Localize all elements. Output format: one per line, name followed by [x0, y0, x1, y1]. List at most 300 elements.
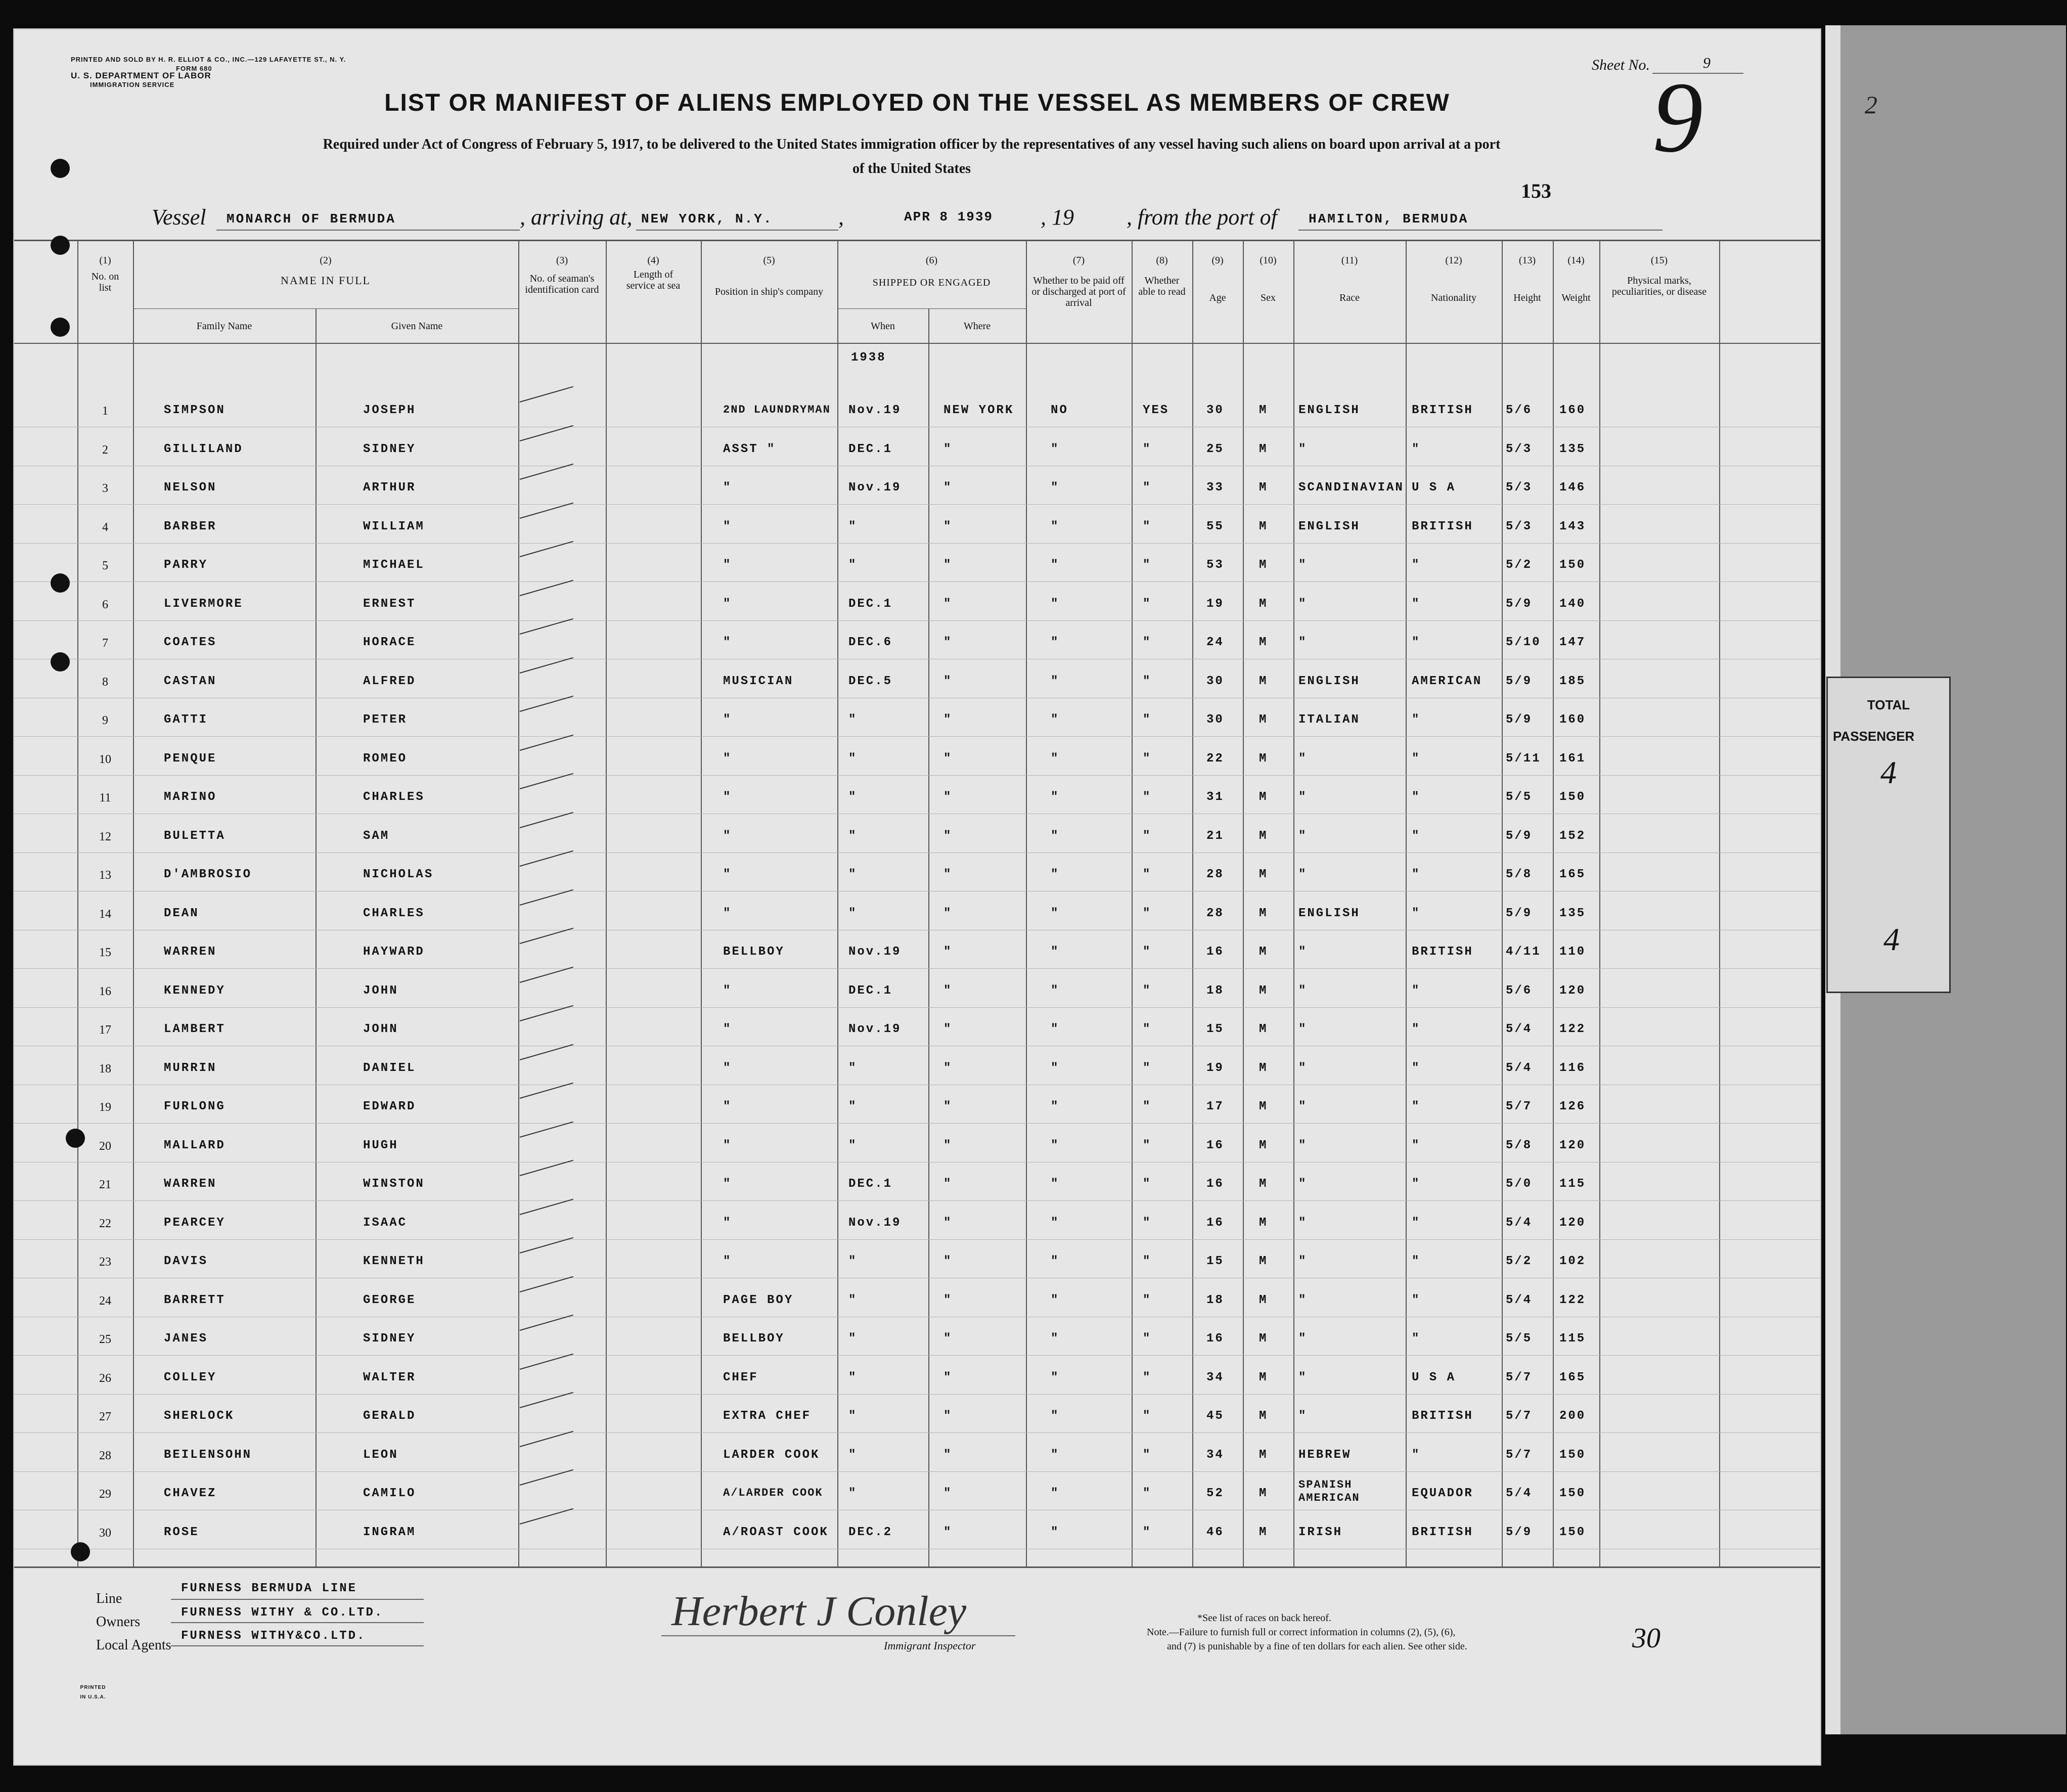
header-family-name: Family Name — [196, 321, 252, 332]
cell-race: " — [1298, 636, 1308, 649]
cell-position: " — [723, 1255, 732, 1268]
cell-race: " — [1298, 945, 1308, 959]
cell-family-name: ROSE — [164, 1525, 199, 1539]
cell-given-name: DANIEL — [363, 1061, 416, 1075]
col-line-2 — [133, 240, 134, 1566]
cell-position: " — [723, 906, 732, 920]
inspector-signature: Herbert J Conley — [671, 1588, 967, 1635]
row-divider — [14, 1239, 1820, 1240]
cell-when-shipped: " — [848, 713, 858, 727]
cell-race: " — [1298, 751, 1308, 766]
header-col-15-label: Physical marks, peculiarities, or disease — [1611, 275, 1707, 297]
cell-weight: 120 — [1559, 983, 1586, 998]
cell-paid-off: " — [1051, 1022, 1060, 1036]
cell-paid-off: " — [1051, 442, 1060, 456]
row-divider — [14, 1471, 1820, 1472]
arriving-label: , arriving at, — [520, 205, 633, 230]
cell-paid-off: " — [1051, 868, 1060, 881]
cell-when-shipped: " — [848, 1448, 858, 1462]
cell-weight: 110 — [1559, 945, 1586, 959]
punch-hole — [71, 1542, 90, 1561]
cell-weight: 115 — [1559, 1332, 1586, 1346]
id-card-check-mark — [520, 541, 573, 557]
cell-list-number: 27 — [99, 1410, 111, 1423]
cell-paid-off: " — [1051, 636, 1060, 649]
cell-weight: 120 — [1559, 1138, 1586, 1152]
header-col-15 — [1599, 255, 1719, 297]
cell-race: " — [1298, 1177, 1308, 1191]
cell-family-name: D'AMBROSIO — [164, 868, 252, 881]
cell-given-name: SIDNEY — [363, 1332, 416, 1346]
cell-sex: M — [1259, 1409, 1268, 1423]
header-col-8 — [1132, 255, 1192, 297]
cell-position: " — [723, 751, 732, 766]
cell-sex: M — [1259, 674, 1268, 688]
cell-given-name: CHARLES — [363, 790, 425, 804]
agents-label: Local Agents — [96, 1637, 171, 1653]
total-value-1: 4 — [1880, 754, 1897, 790]
cell-paid-off: " — [1051, 1409, 1060, 1423]
cell-list-number: 2 — [102, 443, 108, 457]
cell-given-name: WINSTON — [363, 1177, 425, 1191]
cell-age: 34 — [1206, 1448, 1224, 1462]
cell-able-to-read: " — [1143, 790, 1152, 804]
cell-age: 28 — [1206, 868, 1224, 881]
cell-list-number: 29 — [99, 1488, 111, 1501]
page-title: LIST OR MANIFEST OF ALIENS EMPLOYED ON THE VESSEL AS MEMBERS OF CREW — [384, 89, 1450, 116]
cell-able-to-read: " — [1143, 442, 1152, 456]
cell-able-to-read: " — [1143, 945, 1152, 959]
cell-sex: M — [1259, 713, 1268, 727]
cell-given-name: JOSEPH — [363, 404, 416, 417]
cell-list-number: 11 — [99, 791, 111, 804]
cell-family-name: COATES — [164, 636, 217, 649]
cell-height: 5/4 — [1506, 1216, 1533, 1230]
cell-paid-off: " — [1051, 829, 1060, 843]
cell-given-name: GERALD — [363, 1409, 416, 1423]
cell-race: " — [1298, 597, 1308, 611]
cell-height: 5/5 — [1506, 1332, 1533, 1346]
header-col-5-number: (5) — [763, 255, 775, 266]
cell-age: 33 — [1206, 481, 1224, 495]
cell-height: 5/0 — [1506, 1177, 1533, 1191]
cell-where-shipped: " — [943, 442, 953, 456]
stamp-number: 153 — [1521, 180, 1551, 202]
cell-list-number: 14 — [99, 907, 111, 921]
line-value: FURNESS BERMUDA LINE — [181, 1582, 357, 1595]
cell-weight: 102 — [1559, 1255, 1586, 1268]
cell-given-name: JOHN — [363, 983, 398, 998]
cell-able-to-read: " — [1143, 1138, 1152, 1152]
cell-race: " — [1298, 868, 1308, 881]
cell-able-to-read: " — [1143, 1022, 1152, 1036]
cell-sex: M — [1259, 983, 1268, 998]
col-line-7 — [1026, 240, 1027, 1566]
cell-paid-off: " — [1051, 790, 1060, 804]
header-col-10-number: (10) — [1260, 255, 1277, 266]
id-card-check-mark — [520, 502, 573, 518]
cell-height: 5/6 — [1506, 404, 1533, 417]
cell-when-shipped: DEC.1 — [848, 597, 893, 611]
id-card-check-mark — [520, 734, 573, 750]
cell-where-shipped: " — [943, 1216, 953, 1230]
cell-sex: M — [1259, 1293, 1268, 1307]
id-card-check-mark — [520, 1392, 573, 1408]
cell-weight: 150 — [1559, 558, 1586, 572]
cell-nationality: " — [1412, 636, 1421, 649]
cell-position: " — [723, 790, 732, 804]
from-port: HAMILTON, BERMUDA — [1309, 211, 1469, 227]
cell-family-name: PARRY — [164, 558, 208, 572]
cell-when-shipped: " — [848, 1487, 858, 1500]
cell-when-shipped: " — [848, 1293, 858, 1307]
header-top-rule — [14, 240, 1820, 241]
cell-when-shipped: DEC.1 — [848, 442, 893, 456]
cell-paid-off: " — [1051, 1332, 1060, 1346]
cell-when-shipped: DEC.5 — [848, 674, 893, 688]
cell-family-name: LAMBERT — [164, 1022, 226, 1036]
cell-when-shipped: Nov.19 — [848, 404, 902, 417]
from-underline — [1298, 230, 1662, 231]
col-line-9 — [1192, 240, 1193, 1566]
cell-position: " — [723, 829, 732, 843]
cell-height: 5/9 — [1506, 906, 1533, 920]
cell-nationality: EQUADOR — [1412, 1487, 1473, 1500]
header-when: When — [871, 321, 895, 332]
cell-nationality: BRITISH — [1412, 1525, 1473, 1539]
cell-given-name: PETER — [363, 713, 408, 727]
cell-list-number: 30 — [99, 1526, 111, 1540]
id-card-check-mark — [520, 1005, 573, 1021]
cell-list-number: 10 — [99, 752, 111, 766]
cell-where-shipped: " — [943, 713, 953, 727]
cell-able-to-read: " — [1143, 1525, 1152, 1539]
cell-nationality: " — [1412, 906, 1421, 920]
id-card-check-mark — [520, 1508, 573, 1524]
cell-paid-off: NO — [1051, 404, 1068, 417]
col-line-15 — [1599, 240, 1600, 1566]
cell-age: 46 — [1206, 1525, 1224, 1539]
cell-when-shipped: " — [848, 829, 858, 843]
cell-height: 5/4 — [1506, 1487, 1533, 1500]
cell-given-name: MICHAEL — [363, 558, 425, 572]
cell-race: " — [1298, 1138, 1308, 1152]
header-col-1-number: (1) — [99, 255, 111, 266]
header-col-15-number: (15) — [1650, 255, 1668, 266]
penalty-note-2: and (7) is punishable by a fine of ten dollars for each alien. See other side. — [1167, 1641, 1467, 1652]
header-col-7-number: (7) — [1072, 255, 1085, 266]
cell-weight: 140 — [1559, 597, 1586, 611]
header-col-10-label: Sex — [1261, 292, 1276, 303]
cell-nationality: " — [1412, 1293, 1421, 1307]
from-label: , from the port of — [1127, 205, 1277, 230]
cell-height: 4/11 — [1506, 945, 1541, 959]
year-note: 1938 — [851, 351, 886, 365]
punch-hole — [51, 318, 70, 337]
header-col-9-number: (9) — [1211, 255, 1224, 266]
vessel-label: Vessel — [152, 205, 206, 230]
cell-when-shipped: " — [848, 1061, 858, 1075]
id-card-check-mark — [520, 696, 573, 712]
cell-nationality: " — [1412, 1177, 1421, 1191]
cell-age: 21 — [1206, 829, 1224, 843]
cell-weight: 126 — [1559, 1100, 1586, 1113]
cell-paid-off: " — [1051, 481, 1060, 495]
cell-position: " — [723, 983, 732, 998]
cell-age: 15 — [1206, 1022, 1224, 1036]
header-col-4-number: (4) — [647, 255, 659, 266]
cell-list-number: 5 — [102, 559, 108, 572]
cell-when-shipped: " — [848, 519, 858, 533]
cell-nationality: " — [1412, 790, 1421, 804]
row-divider — [14, 736, 1820, 737]
cell-nationality: U S A — [1412, 1370, 1456, 1384]
cell-nationality: " — [1412, 1061, 1421, 1075]
cell-able-to-read: " — [1143, 1293, 1152, 1307]
cell-position: PAGE BOY — [723, 1293, 794, 1307]
header-col-2 — [133, 255, 518, 286]
cell-position: " — [723, 519, 732, 533]
cell-when-shipped: " — [848, 1255, 858, 1268]
cell-where-shipped: " — [943, 1332, 953, 1346]
cell-where-shipped: " — [943, 945, 953, 959]
cell-nationality: " — [1412, 1100, 1421, 1113]
cell-sex: M — [1259, 597, 1268, 611]
cell-where-shipped: " — [943, 519, 953, 533]
cell-paid-off: " — [1051, 1293, 1060, 1307]
cell-family-name: WARREN — [164, 945, 217, 959]
cell-nationality: " — [1412, 442, 1421, 456]
row-divider — [14, 620, 1820, 621]
header-col-13-label: Height — [1513, 292, 1541, 303]
cell-paid-off: " — [1051, 1061, 1060, 1075]
cell-paid-off: " — [1051, 1487, 1060, 1500]
cell-family-name: JANES — [164, 1332, 208, 1346]
col-line-16 — [1719, 240, 1720, 1566]
cell-nationality: " — [1412, 1332, 1421, 1346]
header-col-14-number: (14) — [1567, 255, 1585, 266]
cell-height: 5/9 — [1506, 597, 1533, 611]
cell-where-shipped: " — [943, 906, 953, 920]
cell-weight: 146 — [1559, 481, 1586, 495]
vessel-underline — [216, 230, 520, 231]
cell-sex: M — [1259, 1177, 1268, 1191]
row-divider — [14, 775, 1820, 776]
cell-position: " — [723, 1177, 732, 1191]
row-divider — [14, 543, 1820, 544]
punch-hole — [51, 236, 70, 255]
cell-when-shipped: Nov.19 — [848, 1022, 902, 1036]
cell-height: 5/8 — [1506, 868, 1533, 881]
header-given-name: Given Name — [391, 321, 443, 332]
cell-age: 16 — [1206, 1177, 1224, 1191]
cell-able-to-read: " — [1143, 1370, 1152, 1384]
header-col-14-label: Weight — [1561, 292, 1591, 303]
cell-age: 45 — [1206, 1409, 1224, 1423]
cell-age: 18 — [1206, 1293, 1224, 1307]
cell-weight: 143 — [1559, 519, 1586, 533]
cell-able-to-read: " — [1143, 1332, 1152, 1346]
cell-race: " — [1298, 1255, 1308, 1268]
cell-list-number: 8 — [102, 675, 108, 689]
cell-paid-off: " — [1051, 945, 1060, 959]
arriving-underline — [636, 230, 838, 231]
arriving-port: NEW YORK, N.Y. — [641, 211, 773, 227]
cell-given-name: ROMEO — [363, 751, 408, 766]
cell-paid-off: " — [1051, 558, 1060, 572]
cell-position: " — [723, 1061, 732, 1075]
cell-family-name: BARRETT — [164, 1293, 226, 1307]
header-col-4 — [606, 255, 701, 291]
cell-where-shipped: " — [943, 1100, 953, 1113]
penalty-note-1: Note.—Failure to furnish full or correct information in columns (2), (5), (6), — [1147, 1627, 1456, 1638]
cell-where-shipped: " — [943, 868, 953, 881]
cell-nationality: " — [1412, 558, 1421, 572]
signature-underline — [661, 1635, 1015, 1636]
header-col-9-label: Age — [1209, 292, 1226, 303]
header-col-2-label: NAME IN FULL — [281, 274, 371, 287]
cell-height: 5/9 — [1506, 713, 1533, 727]
cell-where-shipped: " — [943, 636, 953, 649]
cell-race: " — [1298, 1061, 1308, 1075]
cell-weight: 160 — [1559, 404, 1586, 417]
cell-age: 19 — [1206, 597, 1224, 611]
cell-race: " — [1298, 1216, 1308, 1230]
cell-where-shipped: " — [943, 1061, 953, 1075]
col-line-3 — [518, 240, 519, 1566]
cell-when-shipped: Nov.19 — [848, 1216, 902, 1230]
cell-weight: 122 — [1559, 1022, 1586, 1036]
cell-position: " — [723, 713, 732, 727]
service: IMMIGRATION SERVICE — [90, 81, 175, 88]
cell-position: LARDER COOK — [723, 1448, 820, 1462]
cell-nationality: BRITISH — [1412, 1409, 1473, 1423]
cell-paid-off: " — [1051, 1177, 1060, 1191]
subtitle-line-2: of the United States — [852, 161, 971, 176]
cell-able-to-read: " — [1143, 481, 1152, 495]
cell-paid-off: " — [1051, 983, 1060, 998]
cell-paid-off: " — [1051, 1525, 1060, 1539]
cell-position: BELLBOY — [723, 945, 785, 959]
cell-able-to-read: " — [1143, 868, 1152, 881]
comma-mark: , — [838, 205, 844, 230]
cell-given-name: HUGH — [363, 1138, 398, 1152]
cell-when-shipped: " — [848, 1332, 858, 1346]
cell-paid-off: " — [1051, 1255, 1060, 1268]
id-card-check-mark — [520, 1044, 573, 1060]
col-line-8 — [1132, 240, 1133, 1566]
cell-sex: M — [1259, 519, 1268, 533]
cell-list-number: 16 — [99, 984, 111, 998]
handwritten-corner-mark: 2 — [1865, 91, 1877, 119]
cell-height: 5/4 — [1506, 1022, 1533, 1036]
cell-position: EXTRA CHEF — [723, 1409, 812, 1423]
cell-sex: M — [1259, 1100, 1268, 1113]
cell-when-shipped: " — [848, 868, 858, 881]
cell-nationality: " — [1412, 1022, 1421, 1036]
header-col-11 — [1293, 255, 1406, 303]
cell-when-shipped: DEC.1 — [848, 1177, 893, 1191]
cell-paid-off: " — [1051, 713, 1060, 727]
cell-family-name: PEARCEY — [164, 1216, 226, 1230]
row-divider — [14, 504, 1820, 505]
cell-where-shipped: " — [943, 1370, 953, 1384]
cell-nationality: BRITISH — [1412, 404, 1473, 417]
cell-able-to-read: " — [1143, 558, 1152, 572]
cell-sex: M — [1259, 945, 1268, 959]
cell-race: ENGLISH — [1298, 404, 1360, 417]
name-subheader-rule — [133, 308, 518, 309]
cell-able-to-read: " — [1143, 1487, 1152, 1500]
cell-paid-off: " — [1051, 1138, 1060, 1152]
col-line-6 — [837, 240, 838, 1566]
cell-able-to-read: " — [1143, 519, 1152, 533]
header-col-3-label: No. of seaman's identification card — [525, 273, 599, 295]
cell-height: 5/9 — [1506, 674, 1533, 688]
cell-able-to-read: " — [1143, 1255, 1152, 1268]
cell-given-name: HORACE — [363, 636, 416, 649]
id-card-check-mark — [520, 1315, 573, 1331]
cell-age: 18 — [1206, 983, 1224, 998]
cell-family-name: BARBER — [164, 519, 217, 533]
cell-age: 16 — [1206, 1216, 1224, 1230]
cell-where-shipped: " — [943, 1255, 953, 1268]
cell-weight: 160 — [1559, 713, 1586, 727]
cell-sex: M — [1259, 1255, 1268, 1268]
cell-nationality: " — [1412, 1138, 1421, 1152]
cell-height: 5/4 — [1506, 1293, 1533, 1307]
line-label: Line — [96, 1591, 122, 1606]
cell-height: 5/3 — [1506, 442, 1533, 456]
cell-age: 52 — [1206, 1487, 1224, 1500]
cell-where-shipped: " — [943, 1525, 953, 1539]
cell-family-name: BEILENSOHN — [164, 1448, 252, 1462]
cell-height: 5/10 — [1506, 636, 1541, 649]
id-card-check-mark — [520, 773, 573, 789]
cell-list-number: 6 — [102, 598, 108, 611]
cell-when-shipped: " — [848, 790, 858, 804]
races-note: *See list of races on back hereof. — [1197, 1612, 1331, 1624]
cell-race: " — [1298, 1409, 1308, 1423]
id-card-check-mark — [520, 618, 573, 635]
header-col-14 — [1553, 255, 1599, 303]
cell-position: " — [723, 1022, 732, 1036]
cell-when-shipped: " — [848, 1409, 858, 1423]
cell-when-shipped: Nov.19 — [848, 481, 902, 495]
cell-height: 5/3 — [1506, 481, 1533, 495]
cell-age: 16 — [1206, 945, 1224, 959]
cell-age: 31 — [1206, 790, 1224, 804]
cell-sex: M — [1259, 868, 1268, 881]
cell-weight: 152 — [1559, 829, 1586, 843]
header-col-1-label: No. on list — [91, 271, 119, 293]
cell-where-shipped: " — [943, 829, 953, 843]
cell-where-shipped: " — [943, 597, 953, 611]
total-passengers-box — [1826, 677, 1951, 993]
cell-weight: 200 — [1559, 1409, 1586, 1423]
cell-able-to-read: " — [1143, 751, 1152, 766]
cell-family-name: SIMPSON — [164, 404, 226, 417]
cell-race: " — [1298, 829, 1308, 843]
cell-height: 5/11 — [1506, 751, 1541, 766]
cell-position: MUSICIAN — [723, 674, 794, 688]
cell-family-name: SHERLOCK — [164, 1409, 235, 1423]
cell-family-name: NELSON — [164, 481, 217, 495]
cell-nationality: " — [1412, 1448, 1421, 1462]
cell-age: 15 — [1206, 1255, 1224, 1268]
cell-sex: M — [1259, 442, 1268, 456]
cell-race: " — [1298, 1370, 1308, 1384]
